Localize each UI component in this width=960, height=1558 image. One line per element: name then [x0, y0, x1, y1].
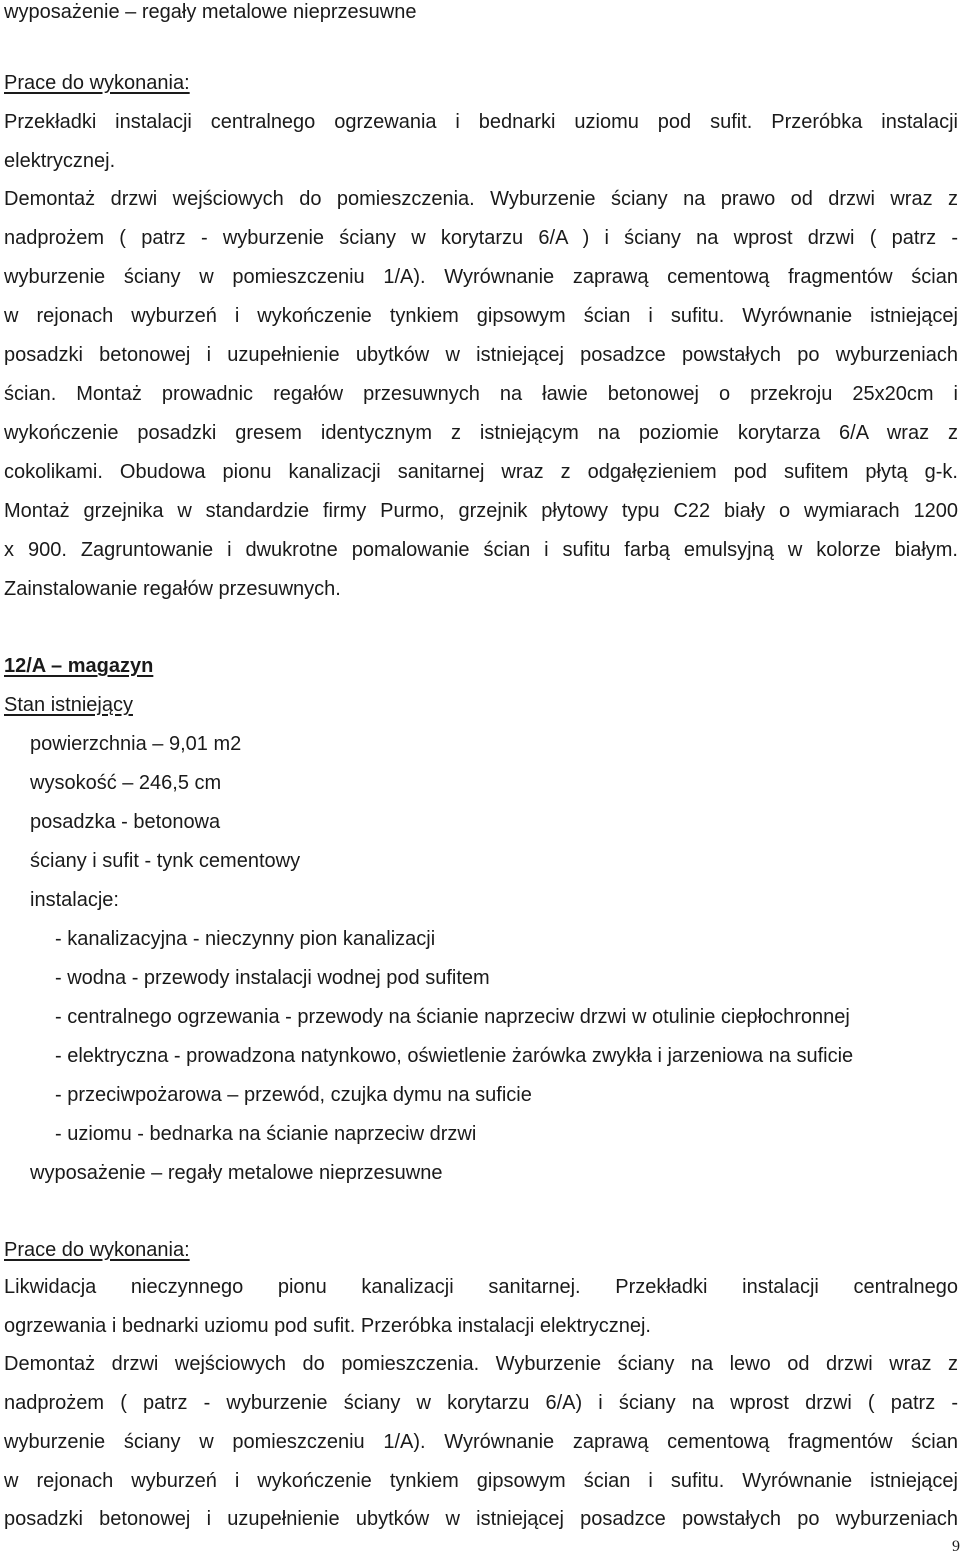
- floor-line: posadzka - betonowa: [30, 811, 221, 833]
- height-line: wysokość – 246,5 cm: [30, 772, 222, 794]
- works-heading: Prace do wykonania:: [4, 72, 190, 94]
- state-heading: Stan istniejący: [4, 694, 133, 716]
- paragraph-line: w rejonach wyburzeń i wykończenie tynkiem gipsowym ścian i sufitu. Wyrównanie istniejącej: [4, 1470, 958, 1492]
- room-title: 12/A – magazyn: [4, 655, 154, 677]
- installation-item: - wodna - przewody instalacji wodnej pod sufitem: [55, 967, 490, 989]
- equipment-line: wyposażenie – regały metalowe nieprzesuwne: [4, 1, 417, 23]
- paragraph-line: ścian. Montaż prowadnic regałów przesuwnych na ławie betonowej o przekroju 25x20cm i: [4, 383, 958, 405]
- paragraph-line: elektrycznej.: [4, 150, 116, 172]
- paragraph-line: ogrzewania i bednarki uziomu pod sufit. Przeróbka instalacji elektrycznej.: [4, 1315, 651, 1337]
- area-line: powierzchnia – 9,01 m2: [30, 733, 242, 755]
- paragraph-line: wyburzenie ściany w pomieszczeniu 1/A). Wyrównanie zaprawą cementową fragmentów ścian: [4, 1431, 958, 1453]
- equipment-line: wyposażenie – regały metalowe nieprzesuwne: [30, 1162, 443, 1184]
- paragraph-line: nadprożem ( patrz - wyburzenie ściany w korytarzu 6/A) i ściany na wprost drzwi ( patrz -: [4, 1392, 958, 1414]
- installation-item: - elektryczna - prowadzona natynkowo, oświetlenie żarówka zwykła i jarzeniowa na suficie: [55, 1045, 854, 1067]
- paragraph-line: posadzki betonowej i uzupełnienie ubytków w istniejącej posadzce powstałych po wyburzeniach: [4, 344, 958, 366]
- paragraph-line: Likwidacja nieczynnego pionu kanalizacji sanitarnej. Przekładki instalacji centralnego: [4, 1276, 958, 1298]
- paragraph-line: Przekładki instalacji centralnego ogrzewania i bednarki uziomu pod sufit. Przeróbka instalacji: [4, 111, 958, 133]
- paragraph-line: Zainstalowanie regałów przesuwnych.: [4, 578, 341, 600]
- paragraph-line: x 900. Zagruntowanie i dwukrotne pomalowanie ścian i sufitu farbą emulsyjną w kolorze białym.: [4, 539, 958, 561]
- paragraph-line: Montaż grzejnika w standardzie firmy Purmo, grzejnik płytowy typu C22 biały o wymiarach 1200: [4, 500, 958, 522]
- installations-label: instalacje:: [30, 889, 119, 911]
- installation-item: - centralnego ogrzewania - przewody na ścianie naprzeciw drzwi w otulinie ciepłochronnej: [55, 1006, 850, 1028]
- paragraph-line: wykończenie posadzki gresem identycznym z istniejącym na poziomie korytarza 6/A wraz z: [4, 422, 958, 444]
- paragraph-line: Demontaż drzwi wejściowych do pomieszczenia. Wyburzenie ściany na prawo od drzwi wraz z: [4, 188, 958, 210]
- paragraph-line: nadprożem ( patrz - wyburzenie ściany w korytarzu 6/A ) i ściany na wprost drzwi ( patrz -: [4, 227, 958, 249]
- walls-line: ściany i sufit - tynk cementowy: [30, 850, 301, 872]
- paragraph-line: cokolikami. Obudowa pionu kanalizacji sanitarnej wraz z odgałęzieniem pod sufitem płytą g-k.: [4, 461, 958, 483]
- paragraph-line: Demontaż drzwi wejściowych do pomieszczenia. Wyburzenie ściany na lewo od drzwi wraz z: [4, 1353, 958, 1375]
- paragraph-line: posadzki betonowej i uzupełnienie ubytków w istniejącej posadzce powstałych po wyburzeniach: [4, 1508, 958, 1530]
- paragraph-line: w rejonach wyburzeń i wykończenie tynkiem gipsowym ścian i sufitu. Wyrównanie istniejącej: [4, 305, 958, 327]
- page-number: 9: [952, 1538, 960, 1555]
- paragraph-line: wyburzenie ściany w pomieszczeniu 1/A). Wyrównanie zaprawą cementową fragmentów ścian: [4, 266, 958, 288]
- installation-item: - przeciwpożarowa – przewód, czujka dymu na suficie: [55, 1084, 532, 1106]
- installation-item: - uziomu - bednarka na ścianie naprzeciw drzwi: [55, 1123, 477, 1145]
- installation-item: - kanalizacyjna - nieczynny pion kanalizacji: [55, 928, 436, 950]
- works-heading: Prace do wykonania:: [4, 1239, 190, 1261]
